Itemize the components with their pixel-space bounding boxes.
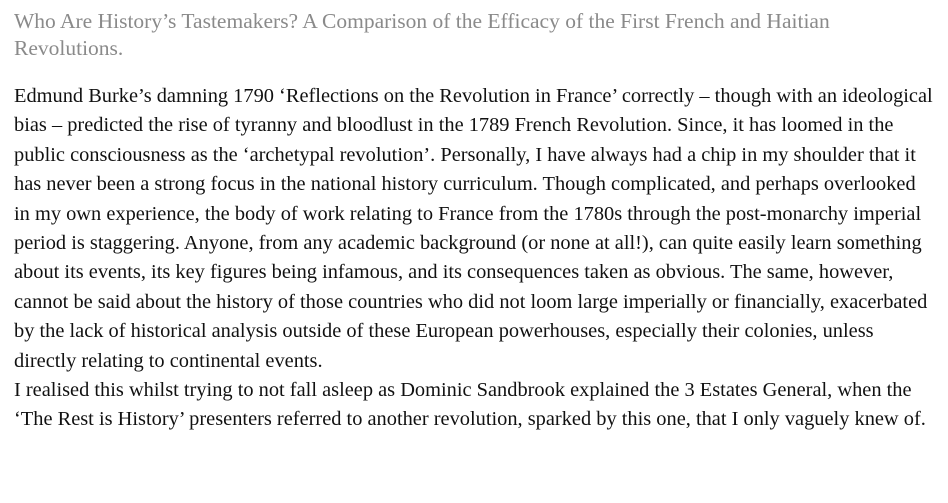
article-paragraph: Edmund Burke’s damning 1790 ‘Reflections on the Revolution in France’ correctly – though with an ideological bias – predicted the rise of tyranny and bloodlust in the 1789 French Revolution. Since, it has loomed in the public consciousness as the ‘archetypal revolution’. Personally, I have always had a chip in my shoulder that it has never been a strong focus in the national history curriculum. Though complicated, and perhaps overlooked in my own experience, the body of work relating to France from the 1780s through the post-monarchy imperial period is staggering. Anyone, from any academic background (or none at all!), can quite easily learn something about its events, its key figures being infamous, and its consequences taken as obvious. The same, however, cannot be said about the history of those countries who did not loom large imperially or financially, exacerbated by the lack of historical analysis outside of these European powerhouses, especially their colonies, unless directly relating to continental events. [14,85,933,372]
article-paragraph: I realised this whilst trying to not fall asleep as Dominic Sandbrook explained the 3 Estates General, when the ‘The Rest is History’ presenters referred to another revolution, sparked by this one, that I only vaguely knew of. [14,379,926,431]
article [14,8,934,435]
article-title: Who Are History’s Tastemakers? A Comparison of the Efficacy of the First French and Haitian Revolutions. [14,9,830,60]
